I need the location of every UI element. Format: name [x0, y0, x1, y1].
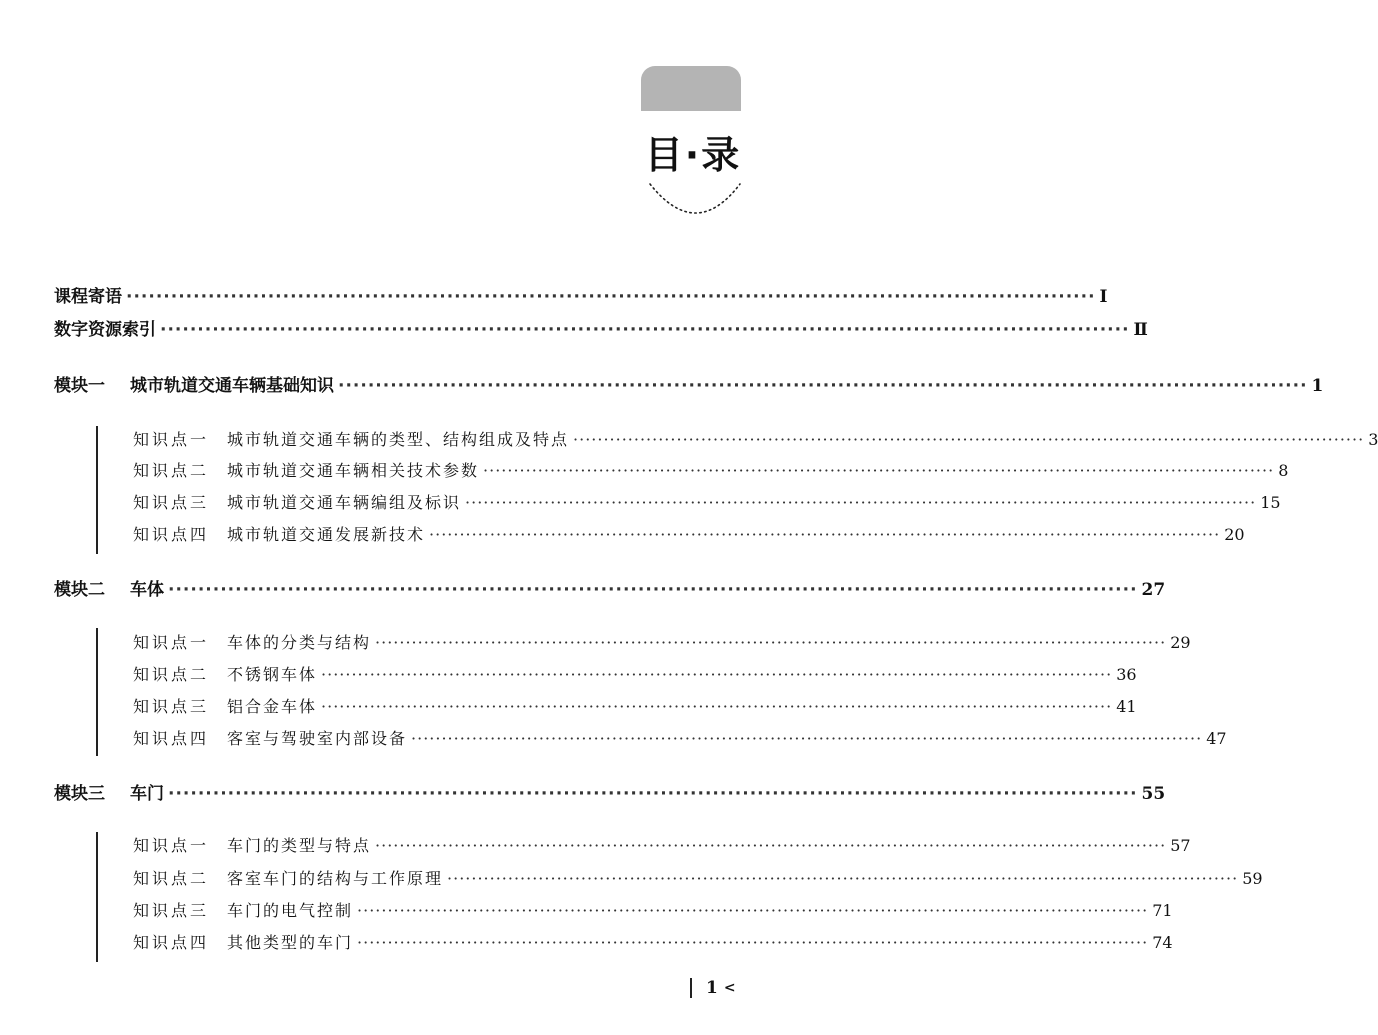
dot-leader: ·································································································································· [168, 580, 1138, 600]
toc-item[interactable] [133, 630, 1191, 653]
toc-item[interactable] [133, 898, 1173, 921]
module-bracket-line [96, 426, 98, 554]
item-label: 知识点二 [133, 461, 210, 480]
item-label: 知识点二 [133, 665, 210, 684]
module-label: 模块一 [54, 376, 105, 396]
dot-leader: ·································································································································· [321, 697, 1113, 716]
dot-leader: ·································································································································· [357, 933, 1149, 952]
module-label: 模块三 [54, 784, 105, 804]
page-footer [690, 978, 736, 998]
item-title: 不锈钢车体 [227, 665, 318, 684]
item-title: 客室车门的结构与工作原理 [227, 869, 444, 888]
toc-entry-label: 数字资源索引 [54, 320, 156, 340]
toc-page-number: Ⅰ [1099, 287, 1108, 307]
item-title: 车门的电气控制 [227, 901, 354, 920]
dot-leader: ·································································································································· [357, 901, 1149, 920]
toc-page-number: 15 [1260, 493, 1281, 512]
item-label: 知识点四 [133, 525, 210, 544]
dot-leader: ·································································································································· [168, 784, 1138, 804]
toc-module-3[interactable] [54, 779, 1166, 804]
module-label: 模块二 [54, 580, 105, 600]
toc-page-number: 74 [1152, 933, 1173, 952]
toc-page-number: 57 [1170, 836, 1191, 855]
dot-leader: ·································································································································· [375, 633, 1167, 652]
toc-page-number: 36 [1116, 665, 1137, 684]
item-label: 知识点一 [133, 430, 210, 449]
toc-entry-front-1[interactable] [54, 315, 1148, 340]
toc-page-number: 8 [1278, 461, 1289, 480]
toc-item[interactable] [133, 662, 1137, 685]
item-label: 知识点四 [133, 729, 210, 748]
toc-module-2[interactable] [54, 575, 1166, 600]
toc-item[interactable] [133, 866, 1263, 889]
toc-entry-label: 课程寄语 [54, 287, 122, 307]
toc-item[interactable] [133, 522, 1245, 545]
item-title: 城市轨道交通发展新技术 [227, 525, 426, 544]
toc-item[interactable] [133, 427, 1378, 450]
item-title: 其他类型的车门 [227, 933, 354, 952]
dot-leader: ·································································································································· [447, 869, 1239, 888]
toc-entry-front-0[interactable] [54, 282, 1108, 307]
footer-divider [690, 978, 692, 998]
item-label: 知识点二 [133, 869, 210, 888]
toc-page-number: 1 [1311, 376, 1324, 396]
module-title: 车门 [130, 784, 164, 804]
toc-item[interactable] [133, 490, 1281, 513]
item-title: 客室与驾驶室内部设备 [227, 729, 408, 748]
item-title: 铝合金车体 [227, 697, 318, 716]
module-title: 车体 [130, 580, 164, 600]
item-label: 知识点三 [133, 493, 210, 512]
module-title: 城市轨道交通车辆基础知识 [130, 376, 334, 396]
item-title: 城市轨道交通车辆编组及标识 [227, 493, 462, 512]
header-tab [641, 66, 741, 111]
toc-item[interactable] [133, 458, 1289, 481]
toc-page-number: 41 [1116, 697, 1137, 716]
item-label: 知识点一 [133, 633, 210, 652]
item-title: 车体的分类与结构 [227, 633, 372, 652]
dot-leader: ·································································································································· [375, 836, 1167, 855]
item-title: 车门的类型与特点 [227, 836, 372, 855]
dot-leader: ·································································································································· [411, 729, 1203, 748]
toc-page-number: Ⅱ [1133, 320, 1148, 340]
dot-leader: ·································································································································· [338, 376, 1308, 396]
chevron-left-icon: < [723, 980, 736, 996]
item-title: 城市轨道交通车辆的类型、结构组成及特点 [227, 430, 570, 449]
item-label: 知识点三 [133, 697, 210, 716]
dot-leader: ·································································································································· [126, 287, 1096, 307]
toc-page-number: 29 [1170, 633, 1191, 652]
dot-leader: ·································································································································· [321, 665, 1113, 684]
item-title: 城市轨道交通车辆相关技术参数 [227, 461, 480, 480]
dot-leader: ·································································································································· [465, 493, 1257, 512]
toc-page-number: 47 [1206, 729, 1227, 748]
item-label: 知识点一 [133, 836, 210, 855]
decorative-dotted-arc [648, 180, 744, 220]
toc-page-number: 20 [1224, 525, 1245, 544]
toc-page-number: 71 [1152, 901, 1173, 920]
module-bracket-line [96, 628, 98, 756]
toc-page-number: 55 [1141, 784, 1166, 804]
footer-page-number: 1 [706, 978, 718, 998]
toc-item[interactable] [133, 833, 1191, 856]
toc-item[interactable] [133, 930, 1173, 953]
item-label: 知识点三 [133, 901, 210, 920]
page-title: 目·录 [644, 133, 742, 177]
module-bracket-line [96, 832, 98, 962]
dot-leader: ·································································································································· [573, 430, 1365, 449]
toc-page-number: 3 [1368, 430, 1378, 449]
toc-page-number: 59 [1242, 869, 1263, 888]
item-label: 知识点四 [133, 933, 210, 952]
dot-leader: ·································································································································· [160, 320, 1130, 340]
toc-item[interactable] [133, 694, 1137, 717]
toc-module-1[interactable] [54, 371, 1324, 396]
toc-page-number: 27 [1141, 580, 1166, 600]
dot-leader: ·································································································································· [429, 525, 1221, 544]
dot-leader: ·································································································································· [483, 461, 1275, 480]
toc-item[interactable] [133, 726, 1227, 749]
